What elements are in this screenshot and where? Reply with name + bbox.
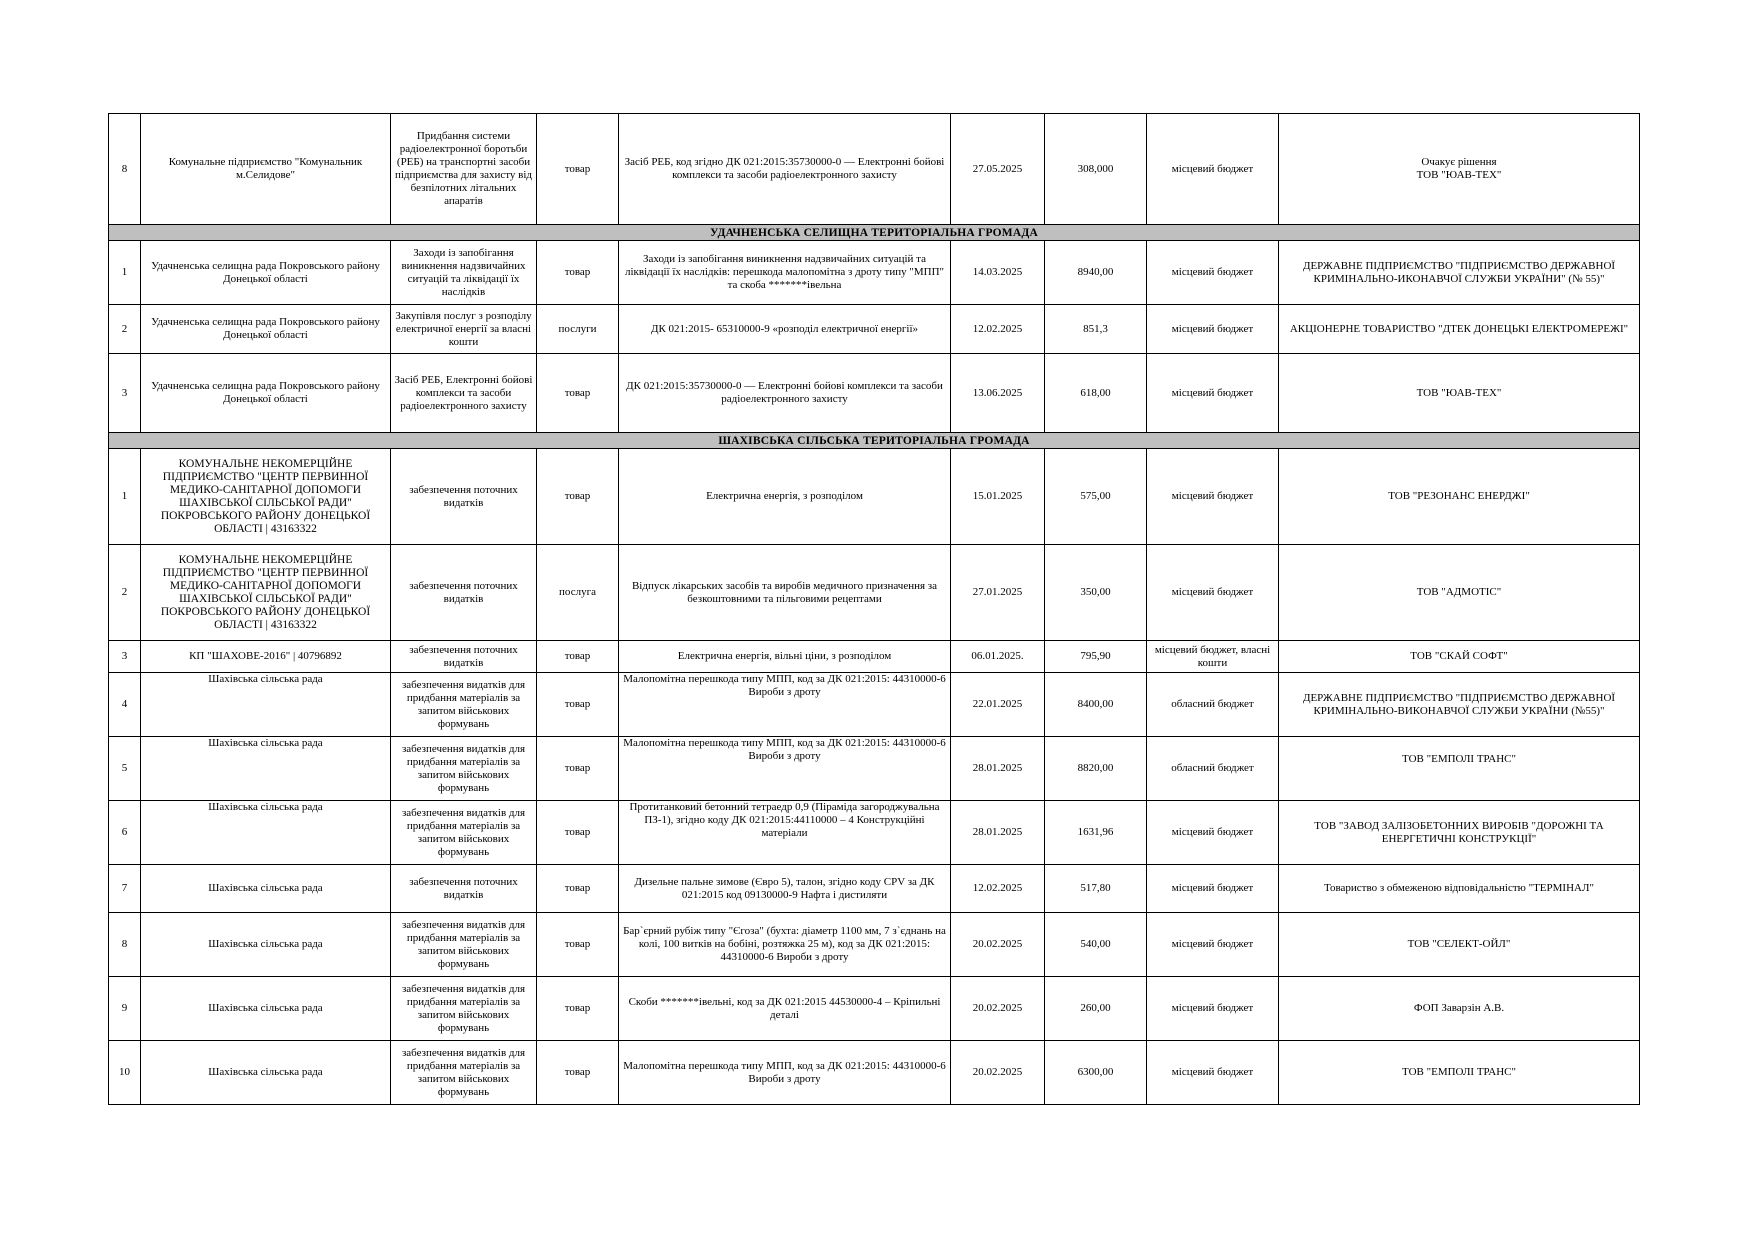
subject-cell: Малопомітна перешкода типу МПП, код за ДК 021:2015: 44310000-6 Вироби з дроту [619, 1041, 951, 1105]
purpose-cell: забезпечення видатків для придбання матеріалів за запитом військових формувань [391, 737, 537, 801]
supplier-cell: ДЕРЖАВНЕ ПІДПРИЄМСТВО "ПІДПРИЄМСТВО ДЕРЖАВНОЇ КРИМІНАЛЬНО-ИКОНАВЧОЇ СЛУЖБИ УКРАЇНИ" (№ 55)" [1279, 241, 1640, 305]
purpose-cell: забезпечення видатків для придбання матеріалів за запитом військових формувань [391, 1041, 537, 1105]
date-cell: 28.01.2025 [951, 737, 1045, 801]
row-number: 9 [109, 977, 141, 1041]
table-row [109, 1041, 1640, 1105]
amount-cell: 260,00 [1045, 977, 1147, 1041]
organization-cell: КОМУНАЛЬНЕ НЕКОМЕРЦІЙНЕ ПІДПРИЄМСТВО "ЦЕНТР ПЕРВИННОЇ МЕДИКО-САНІТАРНОЇ ДОПОМОГИ ШАХІВСЬКОЇ СІЛЬСЬКОЇ РАДИ" ПОКРОВСЬКОГО РАЙОНУ ДОНЕЦЬКОЇ ОБЛАСТІ | 43163322 [141, 545, 391, 641]
table-row [109, 801, 1640, 865]
supplier-cell: ТОВ "АДМОТІС" [1279, 545, 1640, 641]
organization-cell: Шахівська сільська рада [141, 913, 391, 977]
date-cell: 15.01.2025 [951, 449, 1045, 545]
row-number: 3 [109, 641, 141, 673]
date-cell: 27.05.2025 [951, 114, 1045, 225]
supplier-cell: ТОВ "СКАЙ СОФТ" [1279, 641, 1640, 673]
organization-cell: Шахівська сільська рада [141, 801, 391, 865]
amount-cell: 308,000 [1045, 114, 1147, 225]
organization-cell: КП "ШАХОВЕ-2016" | 40796892 [141, 641, 391, 673]
subject-cell: Електрична енергія, вільні ціни, з розподілом [619, 641, 951, 673]
purpose-cell: забезпечення видатків для придбання матеріалів за запитом військових формувань [391, 801, 537, 865]
row-number: 5 [109, 737, 141, 801]
amount-cell: 851,3 [1045, 305, 1147, 354]
funding-source-cell: обласний бюджет [1147, 737, 1279, 801]
supplier-cell: ФОП Заварзін А.В. [1279, 977, 1640, 1041]
date-cell: 27.01.2025 [951, 545, 1045, 641]
amount-cell: 350,00 [1045, 545, 1147, 641]
purpose-cell: Засіб РЕБ, Електронні бойові комплекси та засоби радіоелектронного захисту [391, 354, 537, 433]
section-title: ШАХІВСЬКА СІЛЬСЬКА ТЕРИТОРІАЛЬНА ГРОМАДА [109, 433, 1640, 449]
purpose-cell: Закупівля послуг з розподілу електричної енергії за власні кошти [391, 305, 537, 354]
date-cell: 20.02.2025 [951, 977, 1045, 1041]
date-cell: 12.02.2025 [951, 305, 1045, 354]
subject-cell: Протитанковий бетонний тетраедр 0,9 (Піраміда загороджувальна ПЗ-1), згідно коду ДК 021:2015:44110000 – 4 Конструкційні матеріали [619, 801, 951, 865]
amount-cell: 795,90 [1045, 641, 1147, 673]
date-cell: 20.02.2025 [951, 1041, 1045, 1105]
procurement-table [108, 113, 1640, 1105]
purpose-cell: забезпечення поточних видатків [391, 545, 537, 641]
supplier-cell: ТОВ "ЕМПОЛІ ТРАНС" [1279, 1041, 1640, 1105]
funding-source-cell: обласний бюджет [1147, 673, 1279, 737]
row-number: 8 [109, 913, 141, 977]
table-row [109, 545, 1640, 641]
section-header-udachne [109, 225, 1640, 241]
supplier-cell: ТОВ "РЕЗОНАНС ЕНЕРДЖІ" [1279, 449, 1640, 545]
subject-cell: Засіб РЕБ, код згідно ДК 021:2015:35730000-0 — Електронні бойові комплекси та засоби радіоелектронного захисту [619, 114, 951, 225]
purpose-cell: забезпечення поточних видатків [391, 641, 537, 673]
date-cell: 22.01.2025 [951, 673, 1045, 737]
type-cell: товар [537, 737, 619, 801]
organization-cell: Шахівська сільська рада [141, 673, 391, 737]
funding-source-cell: місцевий бюджет [1147, 449, 1279, 545]
subject-cell: Електрична енергія, з розподілом [619, 449, 951, 545]
purpose-cell: забезпечення поточних видатків [391, 865, 537, 913]
organization-cell: Шахівська сільська рада [141, 1041, 391, 1105]
table-row [109, 241, 1640, 305]
purpose-cell: забезпечення видатків для придбання матеріалів за запитом військових формувань [391, 673, 537, 737]
section-header-shakhove [109, 433, 1640, 449]
table-row [109, 865, 1640, 913]
organization-cell: КОМУНАЛЬНЕ НЕКОМЕРЦІЙНЕ ПІДПРИЄМСТВО "ЦЕНТР ПЕРВИННОЇ МЕДИКО-САНІТАРНОЇ ДОПОМОГИ ШАХІВСЬКОЇ СІЛЬСЬКОЇ РАДИ" ПОКРОВСЬКОГО РАЙОНУ ДОНЕЦЬКОЇ ОБЛАСТІ | 43163322 [141, 449, 391, 545]
type-cell: товар [537, 641, 619, 673]
type-cell: послуги [537, 305, 619, 354]
funding-source-cell: місцевий бюджет [1147, 354, 1279, 433]
amount-cell: 517,80 [1045, 865, 1147, 913]
table-row [109, 737, 1640, 801]
table-row [109, 114, 1640, 225]
amount-cell: 575,00 [1045, 449, 1147, 545]
date-cell: 13.06.2025 [951, 354, 1045, 433]
purpose-cell: Придбання системи радіоелектронної боротьби (РЕБ) на транспортні засоби підприємства для захисту від безпілотних літальних апаратів [391, 114, 537, 225]
type-cell: товар [537, 977, 619, 1041]
supplier-cell: Очакує рішення ТОВ "ЮАВ-ТЕХ" [1279, 114, 1640, 225]
amount-cell: 540,00 [1045, 913, 1147, 977]
type-cell: товар [537, 114, 619, 225]
row-number: 8 [109, 114, 141, 225]
row-number: 4 [109, 673, 141, 737]
purpose-cell: Заходи із запобігання виникнення надзвичайних ситуацій та ліквідації їх наслідків [391, 241, 537, 305]
row-number: 6 [109, 801, 141, 865]
table-row [109, 641, 1640, 673]
date-cell: 20.02.2025 [951, 913, 1045, 977]
type-cell: товар [537, 241, 619, 305]
amount-cell: 618,00 [1045, 354, 1147, 433]
organization-cell: Удачненська селищна рада Покровського району Донецької області [141, 241, 391, 305]
type-cell: товар [537, 1041, 619, 1105]
type-cell: товар [537, 673, 619, 737]
organization-cell: Шахівська сільська рада [141, 977, 391, 1041]
organization-cell: Шахівська сільська рада [141, 737, 391, 801]
subject-cell: Малопомітна перешкода типу МПП, код за ДК 021:2015: 44310000-6 Вироби з дроту [619, 673, 951, 737]
funding-source-cell: місцевий бюджет [1147, 977, 1279, 1041]
funding-source-cell: місцевий бюджет [1147, 913, 1279, 977]
supplier-cell: ТОВ "СЕЛЕКТ-ОЙЛ" [1279, 913, 1640, 977]
purpose-cell: забезпечення видатків для придбання матеріалів за запитом військових формувань [391, 977, 537, 1041]
amount-cell: 6300,00 [1045, 1041, 1147, 1105]
funding-source-cell: місцевий бюджет, власні кошти [1147, 641, 1279, 673]
amount-cell: 8940,00 [1045, 241, 1147, 305]
table-row [109, 449, 1640, 545]
type-cell: товар [537, 865, 619, 913]
supplier-cell: ТОВ "ЮАВ-ТЕХ" [1279, 354, 1640, 433]
row-number: 3 [109, 354, 141, 433]
supplier-cell: Товариство з обмеженою відповідальністю "ТЕРМІНАЛ" [1279, 865, 1640, 913]
date-cell: 14.03.2025 [951, 241, 1045, 305]
funding-source-cell: місцевий бюджет [1147, 1041, 1279, 1105]
section-title: УДАЧНЕНСЬКА СЕЛИЩНА ТЕРИТОРІАЛЬНА ГРОМАДА [109, 225, 1640, 241]
date-cell: 12.02.2025 [951, 865, 1045, 913]
subject-cell: Бар`єрний рубіж типу "Єгоза" (бухта: діаметр 1100 мм, 7 з`єднань на колі, 100 витків на бобіні, розтяжка 25 м), код за ДК 021:2015: 44310000-6 Вироби з дроту [619, 913, 951, 977]
funding-source-cell: місцевий бюджет [1147, 545, 1279, 641]
row-number: 10 [109, 1041, 141, 1105]
supplier-cell: АКЦІОНЕРНЕ ТОВАРИСТВО "ДТЕК ДОНЕЦЬКІ ЕЛЕКТРОМЕРЕЖІ" [1279, 305, 1640, 354]
date-cell: 28.01.2025 [951, 801, 1045, 865]
amount-cell: 8400,00 [1045, 673, 1147, 737]
table-row [109, 977, 1640, 1041]
subject-cell: Малопомітна перешкода типу МПП, код за ДК 021:2015: 44310000-6 Вироби з дроту [619, 737, 951, 801]
purpose-cell: забезпечення видатків для придбання матеріалів за запитом військових формувань [391, 913, 537, 977]
subject-cell: Заходи із запобігання виникнення надзвичайних ситуацій та ліквідації їх наслідків: перешкода малопомітна з дроту типу "МПП" та скоба *******івельна [619, 241, 951, 305]
type-cell: товар [537, 449, 619, 545]
supplier-cell: ДЕРЖАВНЕ ПІДПРИЄМСТВО "ПІДПРИЄМСТВО ДЕРЖАВНОЇ КРИМІНАЛЬНО-ВИКОНАВЧОЇ СЛУЖБИ УКРАЇНИ (№55)" [1279, 673, 1640, 737]
row-number: 2 [109, 545, 141, 641]
organization-cell: Удачненська селищна рада Покровського району Донецької області [141, 354, 391, 433]
row-number: 1 [109, 241, 141, 305]
organization-cell: Комунальне підприємство "Комунальник м.Селидове" [141, 114, 391, 225]
type-cell: послуга [537, 545, 619, 641]
row-number: 7 [109, 865, 141, 913]
supplier-cell: ТОВ "ЕМПОЛІ ТРАНС" [1279, 737, 1640, 801]
subject-cell: ДК 021:2015- 65310000-9 «розподіл електричної енергії» [619, 305, 951, 354]
table-row [109, 305, 1640, 354]
organization-cell: Удачненська селищна рада Покровського району Донецької області [141, 305, 391, 354]
table-row [109, 913, 1640, 977]
type-cell: товар [537, 913, 619, 977]
organization-cell: Шахівська сільська рада [141, 865, 391, 913]
subject-cell: Відпуск лікарських засобів та виробів медичного призначення за безкоштовними та пільговими рецептами [619, 545, 951, 641]
funding-source-cell: місцевий бюджет [1147, 241, 1279, 305]
amount-cell: 1631,96 [1045, 801, 1147, 865]
table-row [109, 673, 1640, 737]
subject-cell: Дизельне пальне зимове (Євро 5), талон, згідно коду CPV за ДК 021:2015 код 09130000-9 Нафта і дистиляти [619, 865, 951, 913]
subject-cell: Скоби *******івельні, код за ДК 021:2015 44530000-4 – Кріпильні деталі [619, 977, 951, 1041]
subject-cell: ДК 021:2015:35730000-0 — Електронні бойові комплекси та засоби радіоелектронного захисту [619, 354, 951, 433]
purpose-cell: забезпечення поточних видатків [391, 449, 537, 545]
type-cell: товар [537, 801, 619, 865]
supplier-cell: ТОВ "ЗАВОД ЗАЛІЗОБЕТОННИХ ВИРОБІВ "ДОРОЖНІ ТА ЕНЕРГЕТИЧНІ КОНСТРУКЦІЇ" [1279, 801, 1640, 865]
funding-source-cell: місцевий бюджет [1147, 305, 1279, 354]
funding-source-cell: місцевий бюджет [1147, 865, 1279, 913]
date-cell: 06.01.2025. [951, 641, 1045, 673]
row-number: 1 [109, 449, 141, 545]
funding-source-cell: місцевий бюджет [1147, 801, 1279, 865]
type-cell: товар [537, 354, 619, 433]
row-number: 2 [109, 305, 141, 354]
amount-cell: 8820,00 [1045, 737, 1147, 801]
table-row [109, 354, 1640, 433]
funding-source-cell: місцевий бюджет [1147, 114, 1279, 225]
